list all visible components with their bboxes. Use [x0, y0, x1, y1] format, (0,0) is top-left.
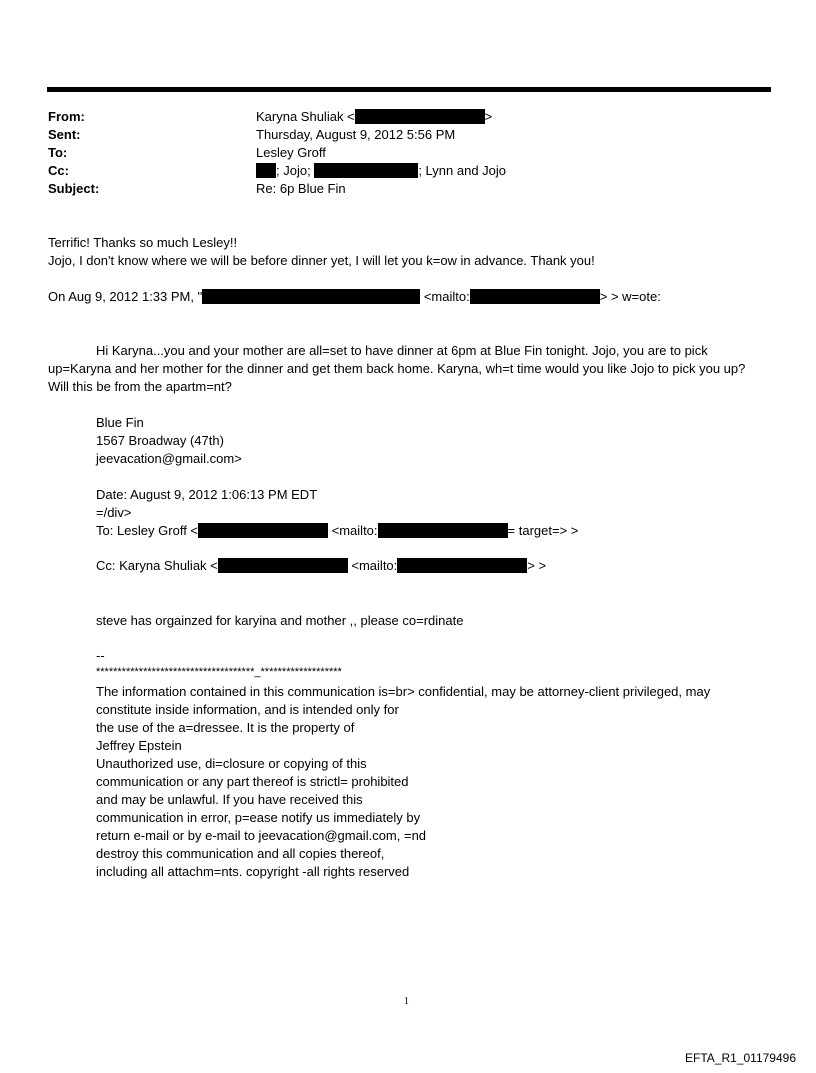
body-line: Jojo, I don't know where we will be before dinner yet, I will let you k=ow in advance. Thank you! — [48, 253, 595, 268]
redaction-box — [355, 109, 485, 124]
disclaimer-line: Jeffrey Epstein — [96, 738, 182, 753]
redaction-box — [378, 523, 508, 538]
redaction-box — [256, 163, 276, 178]
to-value: Lesley Groff — [256, 145, 326, 160]
disclaimer-line: Unauthorized use, di=closure or copying of this — [96, 756, 367, 771]
div-line: =/div> — [96, 505, 132, 520]
redaction-box — [397, 558, 527, 573]
sent-label: Sent: — [48, 127, 81, 142]
disclaimer-line: communication in error, p=ease notify us immediately by — [96, 810, 421, 825]
disclaimer-line: constitute inside information, and is intended only for — [96, 702, 399, 717]
cc-line: Cc: Karyna Shuliak < <mailto: > > — [96, 558, 547, 573]
redaction-box — [314, 163, 418, 178]
stars-line: *************************************_******************* — [96, 666, 342, 678]
disclaimer-line: destroy this communication and all copies thereof, — [96, 846, 385, 861]
from-label: From: — [48, 109, 85, 124]
quote-header: On Aug 9, 2012 1:33 PM, " <mailto: > > w=ote: — [48, 289, 661, 304]
disclaimer-line: including all attachm=nts. copyright -all rights reserved — [96, 864, 410, 879]
disclaimer-line: The information contained in this communication is=br> confidential, may be attorney-client privileged, may — [96, 684, 711, 699]
disclaimer-line: return e-mail or by e-mail to jeevacation@gmail.com, =nd — [96, 828, 427, 843]
disclaimer-line: the use of the a=dressee. It is the property of — [96, 720, 355, 735]
subject-label: Subject: — [48, 181, 100, 196]
page-number: 1 — [404, 996, 409, 1007]
bates-number: EFTA_R1_01179496 — [685, 1051, 796, 1065]
signature-dashes: -- — [96, 648, 105, 663]
from-value: Karyna Shuliak < > — [256, 109, 493, 124]
disclaimer-line: communication or any part thereof is strictl= prohibited — [96, 774, 409, 789]
header-rule — [47, 87, 771, 92]
email-address: jeevacation@gmail.com> — [96, 451, 242, 466]
sent-value: Thursday, August 9, 2012 5:56 PM — [256, 127, 456, 142]
cc-label: Cc: — [48, 163, 69, 178]
message-line: steve has orgainzed for karyina and mother ,, please co=rdinate — [96, 613, 464, 628]
redaction-box — [198, 523, 328, 538]
redaction-box — [218, 558, 348, 573]
address-line: Blue Fin — [96, 415, 144, 430]
cc-value: ; Jojo; ; Lynn and Jojo — [256, 162, 506, 180]
address-line: 1567 Broadway (47th) — [96, 433, 224, 448]
to-line: To: Lesley Groff < <mailto: = target=> > — [96, 523, 579, 538]
subject-value: Re: 6p Blue Fin — [256, 181, 346, 196]
disclaimer-line: and may be unlawful. If you have received this — [96, 792, 363, 807]
redaction-box — [202, 289, 420, 304]
date-line: Date: August 9, 2012 1:06:13 PM EDT — [96, 487, 318, 502]
redaction-box — [470, 289, 600, 304]
quoted-paragraph: Hi Karyna...you and your mother are all=set to have dinner at 6pm at Blue Fin tonight. Jojo, you are to pick up=Karyna and her mother for the dinner and get them back home. Karyna, wh=t time would you like Jojo to pick you up? Will this be from the apartm=nt? — [48, 343, 746, 394]
to-label: To: — [48, 145, 68, 160]
body-line: Terrific! Thanks so much Lesley!! — [48, 235, 238, 250]
